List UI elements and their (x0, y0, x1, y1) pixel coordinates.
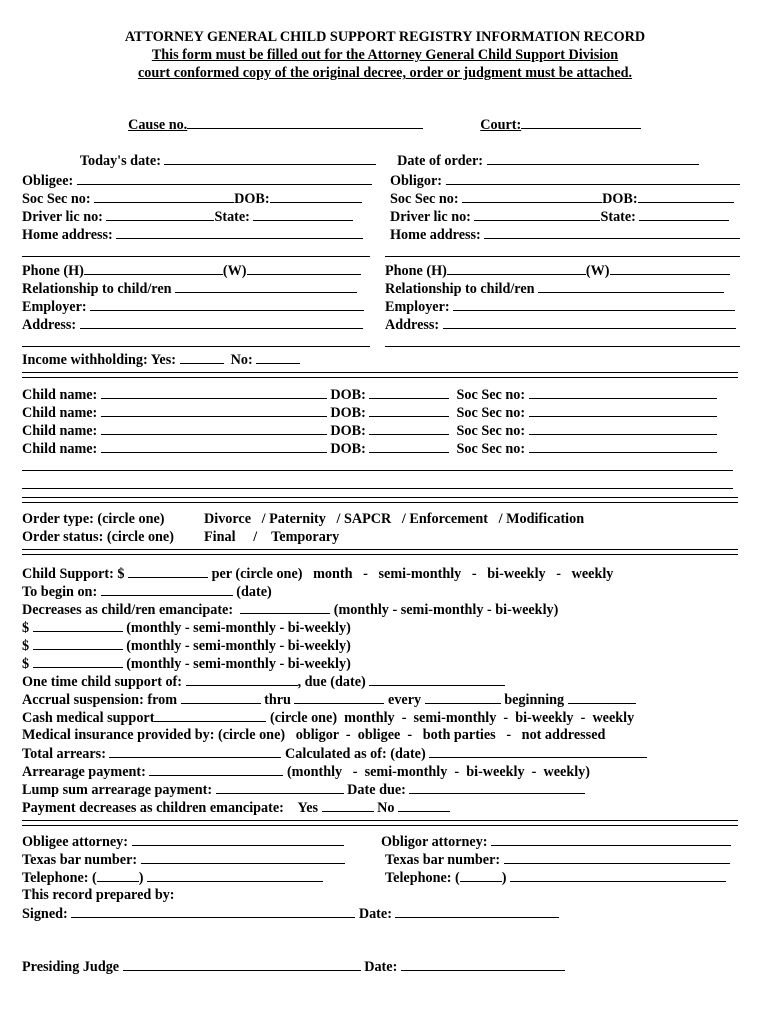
obligee-home-field[interactable] (116, 226, 363, 239)
child-dob-field[interactable] (369, 422, 449, 435)
accrual-thru-field[interactable] (294, 691, 384, 704)
child-name-label: Child name: (22, 441, 98, 457)
child-name-field[interactable] (101, 404, 327, 417)
obligor-state-field[interactable] (639, 208, 729, 221)
obligor-bar-row (385, 851, 730, 868)
obligor-address-field[interactable] (443, 316, 736, 329)
child-dob-field[interactable] (369, 440, 449, 453)
lump-sum-field[interactable] (216, 781, 344, 794)
child-dob-field[interactable] (369, 404, 449, 417)
obligor-attorney-field[interactable] (491, 833, 731, 846)
obligee-home-line-2[interactable] (22, 256, 370, 257)
obligor-phone-w-label: (W) (585, 263, 610, 279)
obligee-bar-row (22, 851, 345, 868)
payment-decreases-label: Payment decreases as children emancipate: Yes (22, 800, 319, 816)
today-date-label: Today's date: (79, 153, 161, 169)
obligee-address-label: Address: (22, 317, 77, 333)
judge-date-label: Date: (364, 959, 398, 975)
income-yes-field[interactable] (180, 351, 224, 364)
child-row (22, 404, 717, 421)
order-status-row (22, 529, 174, 545)
obligee-attorney-label: Obligee attorney: (22, 834, 128, 850)
obligor-telephone-label: Telephone: ( (385, 870, 460, 886)
decrease-step-row (22, 619, 351, 636)
accrual-every-field[interactable] (425, 691, 501, 704)
child-ssn-field[interactable] (529, 404, 717, 417)
obligee-dob-field[interactable] (270, 190, 362, 203)
arrearage-payment-row (22, 763, 590, 780)
order-date-row (390, 136, 699, 169)
accrual-beginning-field[interactable] (568, 691, 636, 704)
child-ssn-field[interactable] (529, 440, 717, 453)
child-dob-label: DOB: (330, 405, 366, 421)
child-name-label: Child name: (22, 405, 98, 421)
child-dob-label: DOB: (330, 387, 366, 403)
decrease-step-frequency-options[interactable]: (monthly - semi-monthly - bi-weekly) (126, 656, 351, 672)
obligor-attorney-row (381, 833, 731, 850)
judge-row (22, 958, 565, 975)
decrease-step-amount-field[interactable] (33, 655, 123, 668)
obligee-dl-field[interactable] (106, 208, 214, 221)
begin-row (22, 583, 272, 600)
obligor-home-field[interactable] (484, 226, 740, 239)
onetime-row (22, 673, 505, 690)
child-ssn-field[interactable] (529, 422, 717, 435)
obligor-area-code-field[interactable] (460, 869, 502, 882)
court-field[interactable] (521, 116, 641, 129)
medical-insurance-row[interactable]: Medical insurance provided by: (circle one) obligor - obligee - both parties - not addressed (22, 727, 606, 743)
obligee-state-field[interactable] (253, 208, 353, 221)
dollar-sign: $ (22, 638, 30, 654)
obligor-bar-field[interactable] (504, 851, 730, 864)
separator-2 (22, 497, 738, 503)
obligee-field[interactable] (77, 172, 372, 185)
order-date-field[interactable] (487, 152, 699, 165)
signature-field[interactable] (71, 905, 355, 918)
obligee-telephone-paren: ) (138, 870, 144, 886)
obligor-employer-label: Employer: (385, 299, 450, 315)
begin-date-field[interactable] (101, 583, 233, 596)
obligor-row (390, 172, 740, 189)
accrual-thru-label: thru (264, 692, 291, 708)
obligor-ssn-row (390, 190, 734, 207)
child-extra-line-2[interactable] (22, 488, 733, 489)
separator-3 (22, 549, 738, 555)
decreases-label: Decreases as child/ren emancipate: (22, 602, 234, 618)
begin-label: To begin on: (22, 584, 98, 600)
arrears-label: Total arrears: (22, 746, 106, 762)
obligee-home-label: Home address: (22, 227, 113, 243)
signed-date-field[interactable] (395, 905, 559, 918)
obligor-employer-field[interactable] (453, 298, 735, 311)
accrual-every-label: every (388, 692, 422, 708)
obligor-address-line-2[interactable] (385, 346, 740, 347)
obligee-employer-field[interactable] (90, 298, 364, 311)
child-ssn-label: Soc Sec no: (456, 405, 526, 421)
calculated-date-field[interactable] (429, 745, 647, 758)
begin-date-hint: (date) (236, 584, 272, 600)
form-subtitle-1: This form must be filled out for the Attorney General Child Support Division (151, 47, 619, 63)
obligee-address-row (22, 316, 363, 333)
obligee-dl-row (22, 208, 353, 225)
obligor-telephone-field[interactable] (510, 869, 726, 882)
obligor-rel-row (385, 280, 724, 297)
child-name-field[interactable] (101, 386, 327, 399)
payment-decreases-row (22, 799, 450, 816)
obligor-home-line-2[interactable] (385, 256, 740, 257)
decreases-frequency-options[interactable]: (monthly - semi-monthly - bi-weekly) (333, 602, 559, 618)
accrual-label: Accrual suspension: from (22, 692, 178, 708)
obligee-dob-label: DOB: (234, 191, 270, 207)
obligee-attorney-row (22, 833, 344, 850)
income-yes-label: Income withholding: Yes: (22, 352, 176, 368)
child-support-amount-field[interactable] (128, 565, 208, 578)
child-support-label: Child Support: $ (22, 566, 125, 582)
child-name-label: Child name: (22, 423, 98, 439)
presiding-judge-field[interactable] (123, 958, 361, 971)
child-ssn-field[interactable] (529, 386, 717, 399)
obligor-telephone-paren: ) (501, 870, 507, 886)
obligee-rel-label: Relationship to child/ren (22, 281, 172, 297)
order-status-label: Order status: (circle one) (22, 529, 174, 545)
decreases-amount-field[interactable] (240, 601, 330, 614)
obligor-address-label: Address: (385, 317, 440, 333)
onetime-amount-field[interactable] (186, 673, 298, 686)
date-due-label: Date due: (347, 782, 406, 798)
obligor-state-label: State: (600, 209, 636, 225)
separator-4 (22, 820, 738, 826)
obligee-home-row (22, 226, 363, 243)
obligor-employer-row (385, 298, 735, 315)
presiding-judge-label: Presiding Judge (22, 959, 120, 975)
obligee-address-field[interactable] (80, 316, 363, 329)
accrual-beginning-label: beginning (504, 692, 565, 708)
dollar-sign: $ (22, 656, 30, 672)
obligor-dl-field[interactable] (474, 208, 600, 221)
obligee-state-label: State: (214, 209, 250, 225)
obligee-area-code-field[interactable] (97, 869, 139, 882)
obligor-ssn-field[interactable] (462, 190, 602, 203)
obligor-rel-label: Relationship to child/ren (385, 281, 535, 297)
child-ssn-label: Soc Sec no: (456, 441, 526, 457)
child-extra-line-1[interactable] (22, 470, 733, 471)
dollar-sign: $ (22, 620, 30, 636)
form-subtitle-2: court conformed copy of the original decree, order or judgment must be attached. (137, 65, 633, 81)
decrease-step-amount-field[interactable] (33, 637, 123, 650)
obligee-ssn-label: Soc Sec no: (22, 191, 91, 207)
obligee-rel-field[interactable] (175, 280, 357, 293)
obligor-phone-h-label: Phone (H) (385, 263, 447, 279)
cash-medical-row (22, 709, 634, 726)
cash-medical-label: Cash medical support (22, 710, 155, 726)
child-name-field[interactable] (101, 422, 327, 435)
child-name-label: Child name: (22, 387, 98, 403)
obligor-attorney-label: Obligor attorney: (381, 834, 488, 850)
arrearage-payment-field[interactable] (149, 763, 283, 776)
obligee-employer-label: Employer: (22, 299, 87, 315)
payment-decreases-yes-field[interactable] (322, 799, 374, 812)
obligor-bar-label: Texas bar number: (385, 852, 501, 868)
cause-field[interactable] (187, 116, 423, 129)
decreases-row (22, 601, 558, 618)
obligee-phone-h-field[interactable] (84, 262, 223, 275)
obligor-rel-field[interactable] (538, 280, 724, 293)
arrears-row (22, 745, 647, 762)
child-dob-label: DOB: (330, 423, 366, 439)
child-ssn-label: Soc Sec no: (456, 423, 526, 439)
date-due-field[interactable] (409, 781, 585, 794)
arrearage-payment-label: Arrearage payment: (22, 764, 146, 780)
today-date-field[interactable] (164, 152, 376, 165)
obligor-ssn-label: Soc Sec no: (390, 191, 459, 207)
lump-sum-row (22, 781, 585, 798)
separator-1 (22, 372, 738, 378)
decrease-step-amount-field[interactable] (33, 619, 123, 632)
obligee-telephone-label: Telephone: ( (22, 870, 97, 886)
order-type-label: Order type: (circle one) (22, 511, 165, 527)
obligee-phone-h-label: Phone (H) (22, 263, 84, 279)
obligee-label: Obligee: (22, 173, 74, 189)
lump-sum-label: Lump sum arrearage payment: (22, 782, 213, 798)
cash-medical-field[interactable] (154, 709, 266, 722)
income-row (22, 351, 300, 368)
prepared-by-label: This record prepared by: (22, 887, 175, 903)
obligor-home-row (390, 226, 740, 243)
obligee-phone-row (22, 262, 361, 279)
obligee-phone-w-label: (W) (222, 263, 247, 279)
income-no-field[interactable] (256, 351, 300, 364)
signed-label: Signed: (22, 906, 68, 922)
payment-decreases-no-field[interactable] (398, 799, 450, 812)
child-row (22, 422, 717, 439)
obligor-dob-field[interactable] (638, 190, 734, 203)
obligor-phone-row (385, 262, 730, 279)
child-row (22, 440, 717, 457)
signed-row (22, 905, 559, 922)
onetime-label: One time child support of: (22, 674, 183, 690)
judge-date-field[interactable] (401, 958, 565, 971)
payment-decreases-no-label: No (377, 800, 395, 816)
decrease-step-frequency-options[interactable]: (monthly - semi-monthly - bi-weekly) (126, 638, 351, 654)
obligee-ssn-field[interactable] (94, 190, 234, 203)
obligee-telephone-row (22, 869, 323, 886)
accrual-row (22, 691, 636, 708)
obligor-phone-h-field[interactable] (447, 262, 586, 275)
child-support-row (22, 565, 613, 582)
decrease-step-row (22, 655, 351, 672)
arrears-field[interactable] (109, 745, 281, 758)
cash-medical-frequency-options[interactable]: (circle one) monthly - semi-monthly - bi-weekly - weekly (269, 710, 635, 726)
order-status-options[interactable]: Final / Temporary (204, 529, 340, 545)
obligee-telephone-field[interactable] (147, 869, 323, 882)
obligee-attorney-field[interactable] (132, 833, 344, 846)
obligee-employer-row (22, 298, 364, 315)
order-type-options[interactable]: Divorce / Paternity / SAPCR / Enforcement / Modification (204, 511, 585, 527)
accrual-from-field[interactable] (181, 691, 261, 704)
obligee-dl-label: Driver lic no: (22, 209, 103, 225)
child-row (22, 386, 717, 403)
child-ssn-label: Soc Sec no: (456, 387, 526, 403)
decrease-step-row (22, 637, 351, 654)
child-name-field[interactable] (101, 440, 327, 453)
obligor-address-row (385, 316, 736, 333)
obligee-address-line-2[interactable] (22, 346, 370, 347)
obligee-phone-w-field[interactable] (247, 262, 361, 275)
decrease-step-frequency-options[interactable]: (monthly - semi-monthly - bi-weekly) (126, 620, 351, 636)
obligor-dl-label: Driver lic no: (390, 209, 471, 225)
order-type-row (22, 511, 164, 527)
cause-label: Cause no. (128, 117, 188, 133)
child-dob-label: DOB: (330, 441, 366, 457)
obligor-label: Obligor: (390, 173, 443, 189)
arrearage-frequency-options[interactable]: (monthly - semi-monthly - bi-weekly - weekly) (286, 764, 590, 780)
obligee-bar-label: Texas bar number: (22, 852, 138, 868)
signed-date-label: Date: (358, 906, 392, 922)
obligee-bar-field[interactable] (141, 851, 345, 864)
obligor-home-label: Home address: (390, 227, 481, 243)
calculated-label: Calculated as of: (date) (285, 746, 426, 762)
obligee-ssn-row (22, 190, 362, 207)
today-date-row (73, 136, 376, 169)
obligor-phone-w-field[interactable] (610, 262, 730, 275)
obligor-dob-label: DOB: (602, 191, 638, 207)
child-support-frequency-options[interactable]: per (circle one) month - semi-monthly - bi-weekly - weekly (211, 566, 614, 582)
obligee-row (22, 172, 372, 189)
court-label: Court: (480, 117, 522, 133)
onetime-due-label: , due (date) (297, 674, 366, 690)
obligor-field[interactable] (446, 172, 740, 185)
form-title: ATTORNEY GENERAL CHILD SUPPORT REGISTRY INFORMATION RECORD (124, 29, 646, 45)
onetime-due-date-field[interactable] (369, 673, 505, 686)
obligor-telephone-row (385, 869, 726, 886)
order-date-label: Date of order: (397, 153, 483, 169)
income-no-label: No: (230, 352, 253, 368)
obligor-dl-row (390, 208, 729, 225)
obligee-rel-row (22, 280, 357, 297)
cause-row (121, 100, 641, 133)
child-dob-field[interactable] (369, 386, 449, 399)
